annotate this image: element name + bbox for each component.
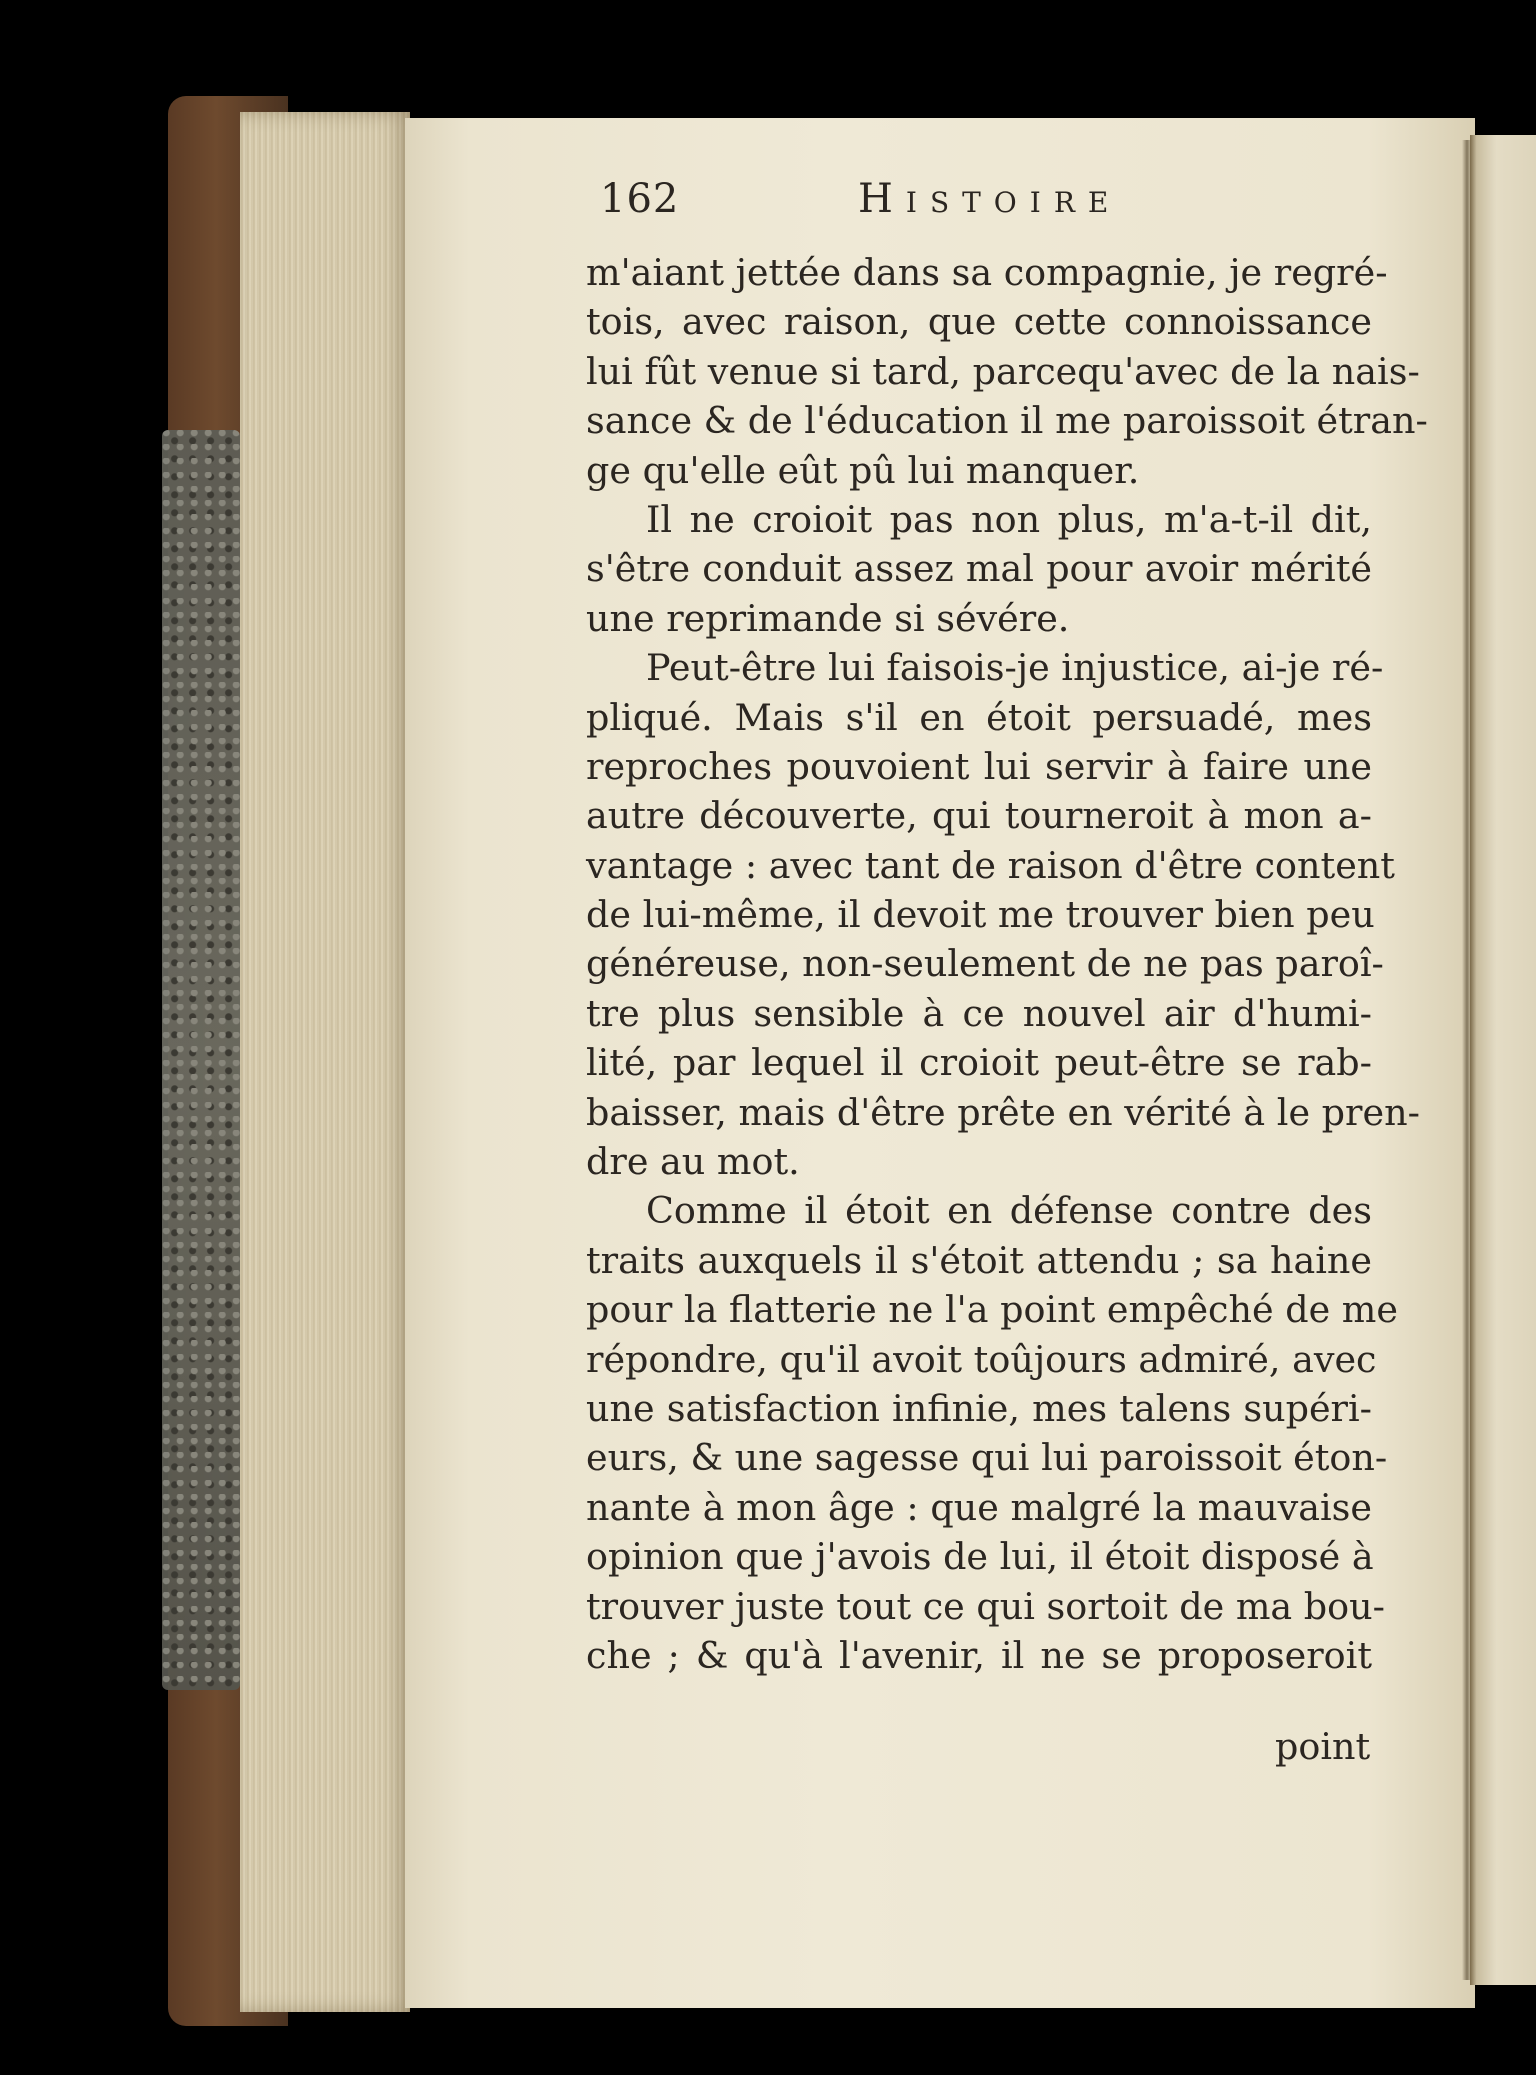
text-line: s'être conduit assez mal pour avoir mérité: [586, 547, 1372, 591]
text-line: Peut-être lui faisois-je injustice, ai-je ré-: [646, 646, 1384, 690]
text-line: pour la flatterie ne l'a point empêché de me: [586, 1288, 1398, 1332]
text-line: de lui-même, il devoit me trouver bien peu: [586, 893, 1375, 937]
text-line: sance & de l'éducation il me paroissoit étran-: [586, 399, 1428, 443]
text-line: m'aiant jettée dans sa compagnie, je regré-: [586, 251, 1388, 294]
marbled-binding: [162, 430, 240, 1690]
text-line: lui fût venue si tard, parcequ'avec de la nais-: [586, 349, 1420, 393]
text-line: trouver juste tout ce qui sortoit de ma bou-: [586, 1584, 1385, 1628]
text-line: traits auxquels il s'étoit attendu ; sa haine: [586, 1238, 1372, 1282]
text-line: nante à mon âge : que malgré la mauvaise: [586, 1485, 1372, 1529]
text-line: vantage : avec tant de raison d'être content: [586, 843, 1395, 887]
page-header: [600, 176, 1460, 236]
text-line: Il ne croioit pas non plus, m'a-t-il dit,: [646, 497, 1372, 541]
text-line: tre plus sensible à ce nouvel air d'humi-: [586, 991, 1372, 1035]
text-line: Comme il étoit en défense contre des: [646, 1189, 1372, 1233]
text-line: eurs, & une sagesse qui lui paroissoit éton-: [586, 1436, 1388, 1480]
text-line: répondre, qu'il avoit toûjours admiré, avec: [586, 1337, 1377, 1381]
catchword: point: [1275, 1725, 1371, 1768]
text-line: baisser, mais d'être prête en vérité à le pren-: [586, 1090, 1420, 1134]
body-text: [586, 248, 1428, 1680]
text-line: lité, par lequel il croioit peut-être se rab-: [586, 1041, 1372, 1085]
text-line: che ; & qu'à l'avenir, il ne se proposeroit: [586, 1633, 1372, 1677]
text-line: reproches pouvoient lui servir à faire une: [586, 744, 1372, 788]
text-line: autre découverte, qui tourneroit à mon a-: [586, 794, 1372, 838]
text-line: pliqué. Mais s'il en étoit persuadé, mes: [586, 695, 1372, 739]
text-line: opinion que j'avois de lui, il étoit disposé à: [586, 1535, 1374, 1579]
text-line: une satisfaction infinie, mes talens supéri-: [586, 1386, 1372, 1430]
text-line: généreuse, non-seulement de ne pas paroî-: [586, 942, 1384, 986]
page-number: 162: [600, 176, 680, 222]
text-line: ge qu'elle eût pû lui manquer.: [586, 448, 1140, 492]
text-line: dre au mot.: [586, 1140, 800, 1184]
text-line: une reprimande si sévére.: [586, 596, 1070, 640]
running-head: Histoire: [858, 176, 1122, 222]
text-line: tois, avec raison, que cette connoissance: [586, 300, 1372, 344]
page-edges: [240, 112, 410, 2012]
facing-page-edge: [1470, 135, 1536, 1985]
